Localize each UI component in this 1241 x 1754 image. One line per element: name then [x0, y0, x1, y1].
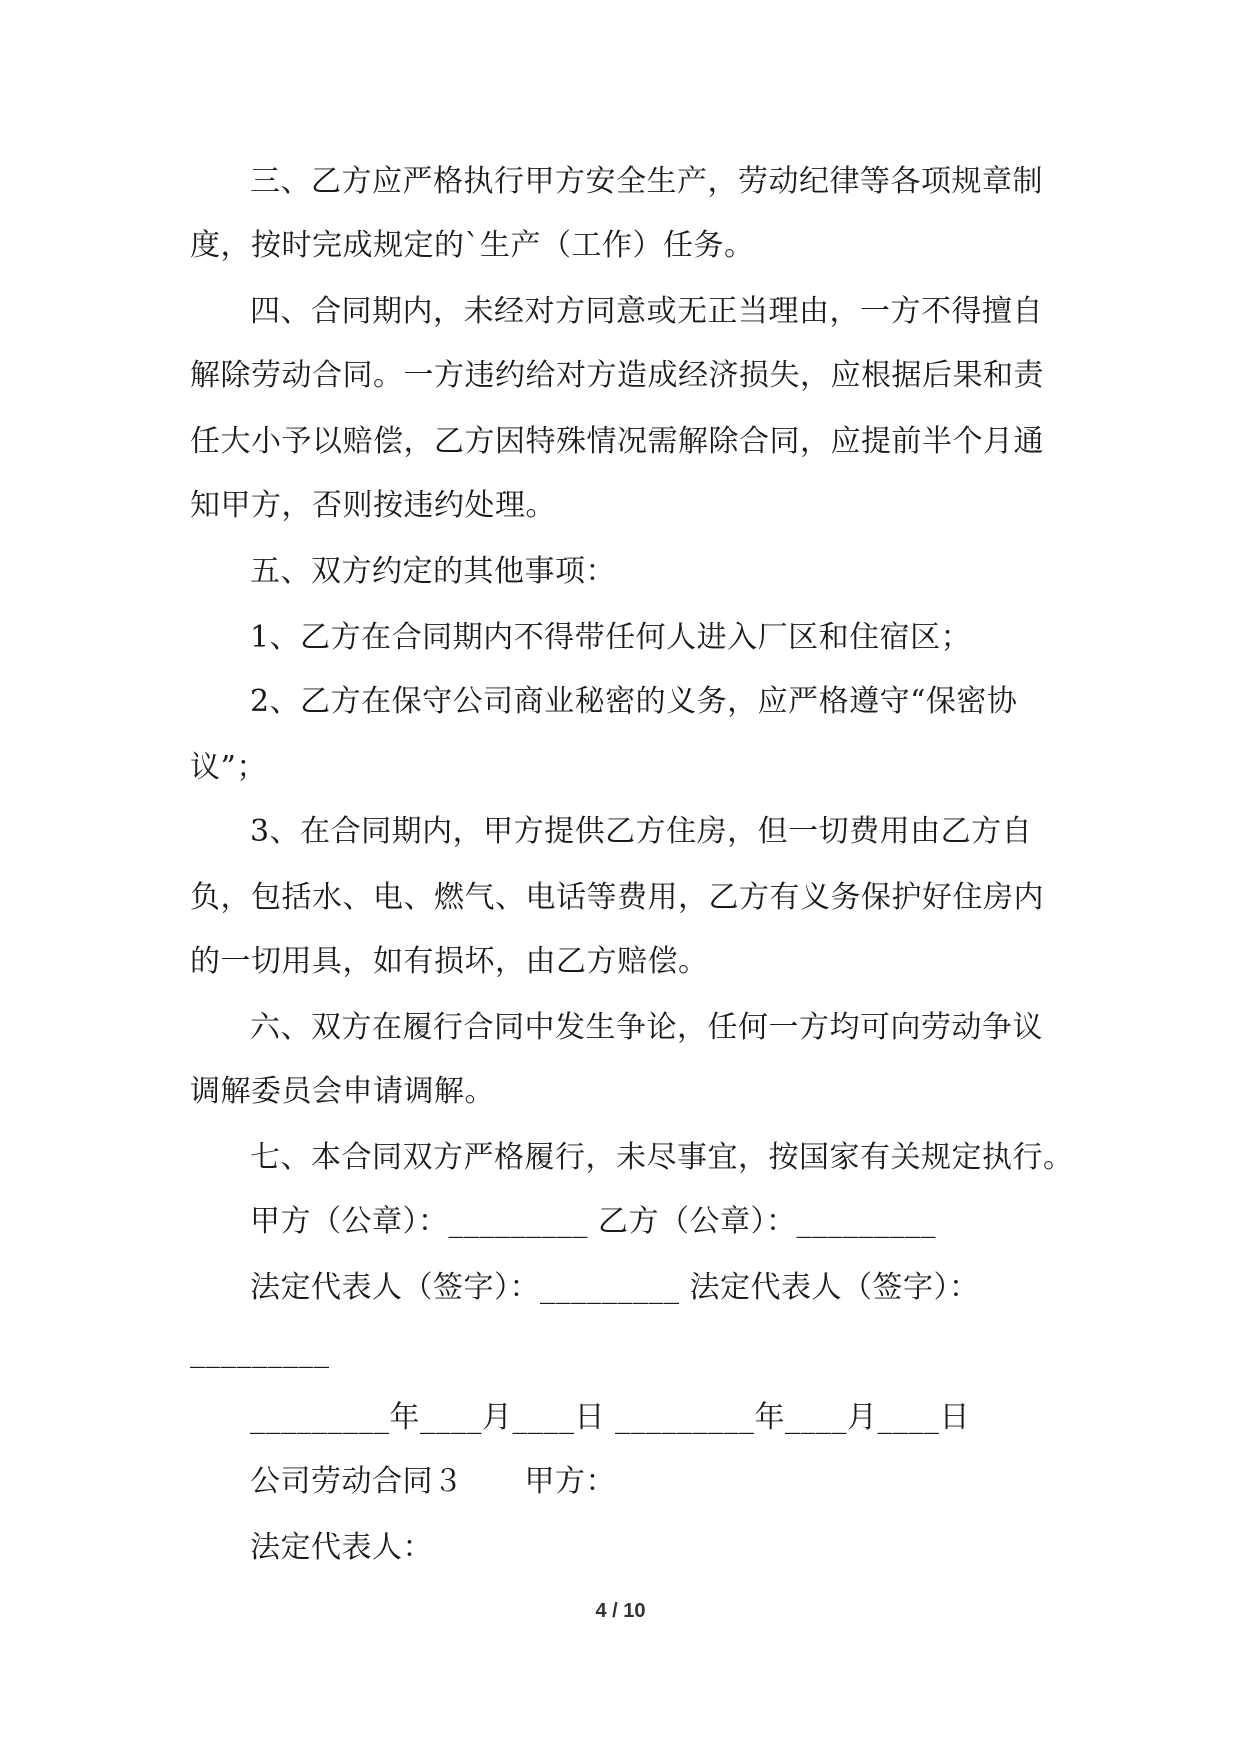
text-line: 四、合同期内，未经对方同意或无正当理由，一方不得擅自: [250, 294, 1043, 329]
text-line: 调解委员会申请调解。: [190, 1074, 495, 1109]
text-line: 三、乙方应严格执行甲方安全生产，劳动纪律等各项规章制: [250, 164, 1043, 199]
signature-line-representatives: 法定代表人（签字）：_________ 法定代表人（签字）：: [250, 1270, 980, 1305]
text-line: 1、乙方在合同期内不得带任何人进入厂区和住宿区；: [250, 620, 972, 655]
contract-heading: 公司劳动合同３ 甲方：: [250, 1464, 616, 1499]
text-line: 的一切用具，如有损坏，由乙方赔偿。: [190, 944, 709, 979]
text-line: 解除劳动合同。一方违约给对方造成经济损失，应根据后果和责: [190, 358, 1044, 393]
text-line: 任大小予以赔偿，乙方因特殊情况需解除合同，应提前半个月通: [190, 424, 1044, 459]
text-line: 六、双方在履行合同中发生争论，任何一方均可向劳动争议: [250, 1010, 1043, 1045]
text-line: 法定代表人：: [250, 1530, 433, 1565]
date-line: _________年____月____日 _________年____月____日: [250, 1400, 971, 1435]
signature-line-blank: _________: [190, 1334, 330, 1369]
text-line: 五、双方约定的其他事项：: [250, 554, 616, 589]
page-number: 4 / 10: [595, 1600, 646, 1622]
text-line: 3、在合同期内，甲方提供乙方住房，但一切费用由乙方自: [250, 814, 1033, 849]
text-line: 议”；: [190, 750, 267, 785]
text-line: 负，包括水、电、燃气、电话等费用，乙方有义务保护好住房内: [190, 880, 1044, 915]
text-line: 知甲方，否则按违约处理。: [190, 488, 556, 523]
text-line: 度，按时完成规定的`生产（工作）任务。: [190, 228, 755, 263]
text-line: 2、乙方在保守公司商业秘密的义务，应严格遵守“保密协: [250, 684, 1018, 719]
text-line: 七、本合同双方严格履行，未尽事宜，按国家有关规定执行。: [250, 1140, 1074, 1175]
signature-line-seals: 甲方（公章）：_________ 乙方（公章）：_________: [250, 1204, 937, 1239]
